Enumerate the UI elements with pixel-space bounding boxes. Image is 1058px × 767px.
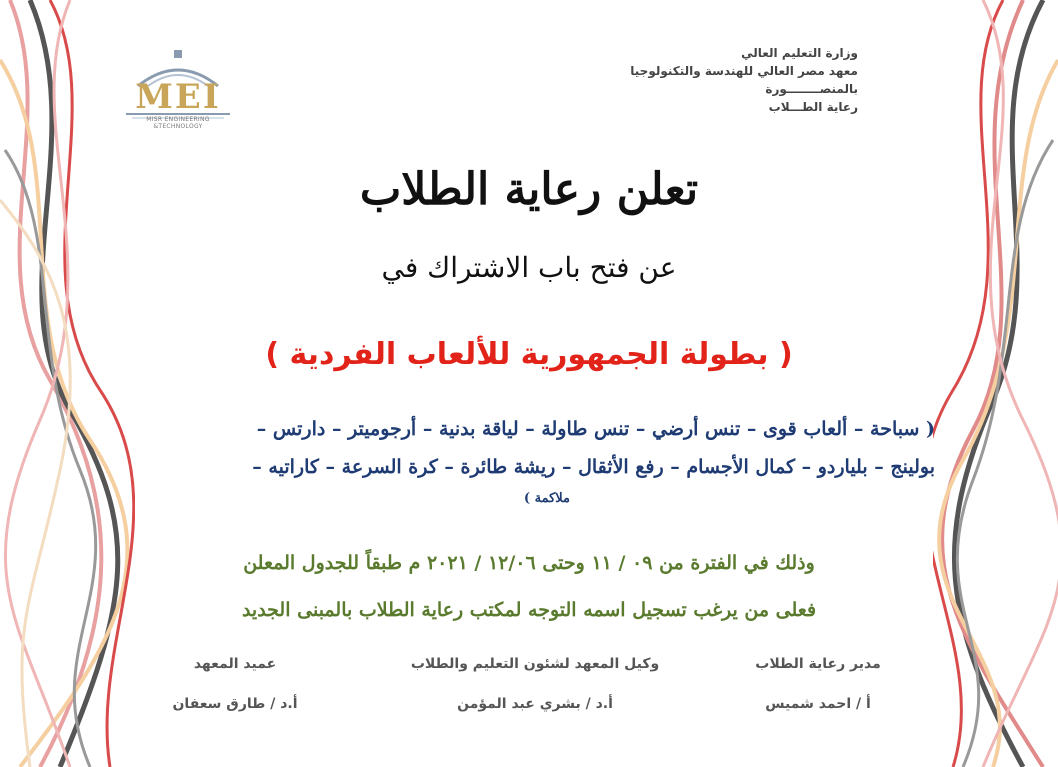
signature-name: أ.د / بشري عبد المؤمن <box>457 696 613 712</box>
header-city: بالمنصــــــــورة <box>765 82 858 96</box>
registration-period: وذلك في الفترة من ٠٩ / ١١ وحتى ١٢/٠٦ / ٢٠٢١ م طبقاً للجدول المعلن <box>243 552 815 574</box>
signature-name: أ.د / طارق سعفان <box>172 696 298 712</box>
sports-line-3: ملاكمة ) <box>523 491 570 506</box>
event-title: ( بطولة الجمهورية للألعاب الفردية ) <box>265 337 793 372</box>
logo-subtext: MISR ENGINEERING &TECHNOLOGY <box>146 116 210 130</box>
institute-logo <box>118 46 238 130</box>
signature-student-affairs-director <box>728 644 908 724</box>
signature-title: عميد المعهد <box>193 656 277 672</box>
sports-line-2: بولينج – بلياردو – كمال الأجسام – رفع الأثقال – ريشة طائرة – كرة السرعة – كاراتيه – <box>252 456 935 478</box>
signature-title: وكيل المعهد لشئون التعليم والطلاب <box>410 656 660 672</box>
decorative-ribbons-right <box>933 0 1058 767</box>
main-title: تعلن رعاية الطلاب <box>359 164 699 215</box>
ministry-header <box>598 44 858 116</box>
subtitle: عن فتح باب الاشتراك في <box>381 251 677 284</box>
signature-title: مدير رعاية الطلاب <box>755 656 881 672</box>
sports-line-1: ( سباحة – ألعاب قوى – تنس أرضي – تنس طاولة – لياقة بدنية – أرجوميتر – دارتس – <box>256 418 935 440</box>
signature-dean <box>150 644 320 724</box>
sports-list <box>135 410 935 512</box>
signature-vice-dean <box>385 644 685 724</box>
signature-name: أ / احمد شميس <box>765 696 871 712</box>
logo-text: MEI <box>135 77 221 117</box>
header-ministry: وزارة التعليم العالي <box>741 46 858 60</box>
registration-instructions: فعلى من يرغب تسجيل اسمه التوجه لمكتب رعاية الطلاب بالمبنى الجديد <box>241 599 817 621</box>
header-institute: معهد مصر العالي للهندسة والتكنولوجيا <box>630 64 858 78</box>
header-department: رعاية الطـــلاب <box>768 100 858 114</box>
decorative-ribbons-left <box>0 0 135 767</box>
